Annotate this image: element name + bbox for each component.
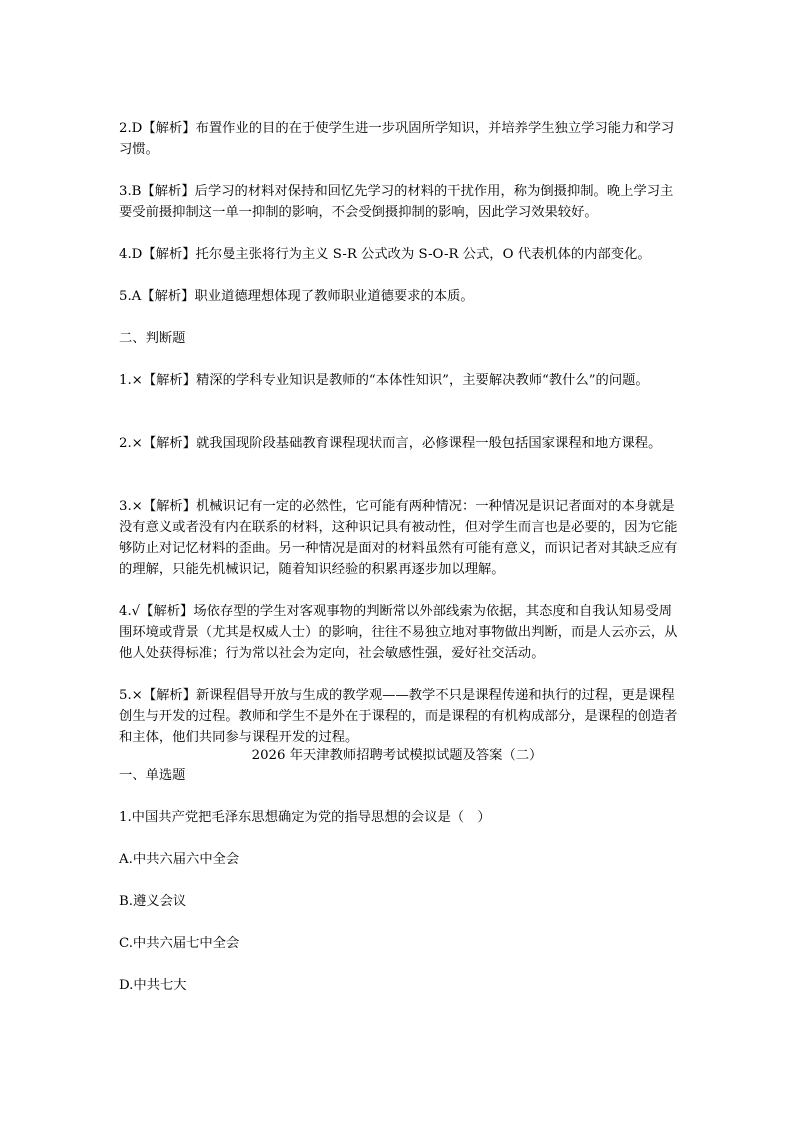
judgment-answer-5: 5.×【解析】新课程倡导开放与生成的教学观——教学不只是课程传递和执行的过程，更是课程创生与开发的过程。教师和学生不是外在于课程的，而是课程的有机构成部分，是课程的创造者和主体，他们共同参与课程开发的过程。 [119, 688, 678, 745]
section-heading-single: 一、单选题 [119, 768, 186, 783]
exam-title: 2026 年天津教师招聘考试模拟试题及答案（二） [251, 748, 543, 763]
judgment-answer-3: 3.×【解析】机械识记有一定的必然性，它可能有两种情况：一种情况是识记者面对的本身就是没有意义或者没有内在联系的材料，这种识记具有被动性，但对学生而言也是必要的，因为它能够防止对记忆材料的歪曲。另一种情况是面对的材料虽然有可能有意义，而识记者对其缺乏应有的理解，只能先机械识记，随着知识经验的积累再逐步加以理解。 [119, 499, 678, 577]
judgment-answer-2: 2.×【解析】就我国现阶段基础教育课程现状而言，必修课程一般包括国家课程和地方课程。 [119, 436, 662, 451]
judgment-answer-4: 4.√【解析】场依存型的学生对客观事物的判断常以外部线索为依据，其态度和自我认知易受周围环境或背景（尤其是权威人士）的影响，往往不易独立地对事物做出判断，而是人云亦云，从他人处获得标准；行为常以社会为定向，社会敏感性强，爱好社交活动。 [119, 604, 678, 661]
answer-5: 5.A【解析】职业道德理想体现了教师职业道德要求的本质。 [119, 289, 474, 304]
section-heading-judgment: 二、判断题 [119, 331, 186, 346]
judgment-answer-1: 1.×【解析】精深的学科专业知识是教师的“本体性知识”，主要解决教师“教什么”的问题。 [119, 373, 649, 388]
option-a: A.中共六届六中全会 [119, 852, 240, 867]
question-1: 1.中国共产党把毛泽东思想确定为党的指导思想的会议是（ ） [119, 810, 491, 825]
option-b: B.遵义会议 [119, 894, 187, 909]
answer-4: 4.D【解析】托尔曼主张将行为主义 S-R 公式改为 S-O-R 公式，O 代表机体的内部变化。 [119, 247, 651, 262]
option-c: C.中共六届七中全会 [119, 936, 240, 951]
option-d: D.中共七大 [119, 978, 187, 993]
answer-2: 2.D【解析】布置作业的目的在于使学生进一步巩固所学知识，并培养学生独立学习能力和学习习惯。 [119, 121, 675, 157]
answer-3: 3.B【解析】后学习的材料对保持和回忆先学习的材料的干扰作用，称为倒摄抑制。晚上学习主要受前摄抑制这一单一抑制的影响，不会受倒摄抑制的影响，因此学习效果较好。 [119, 184, 674, 220]
